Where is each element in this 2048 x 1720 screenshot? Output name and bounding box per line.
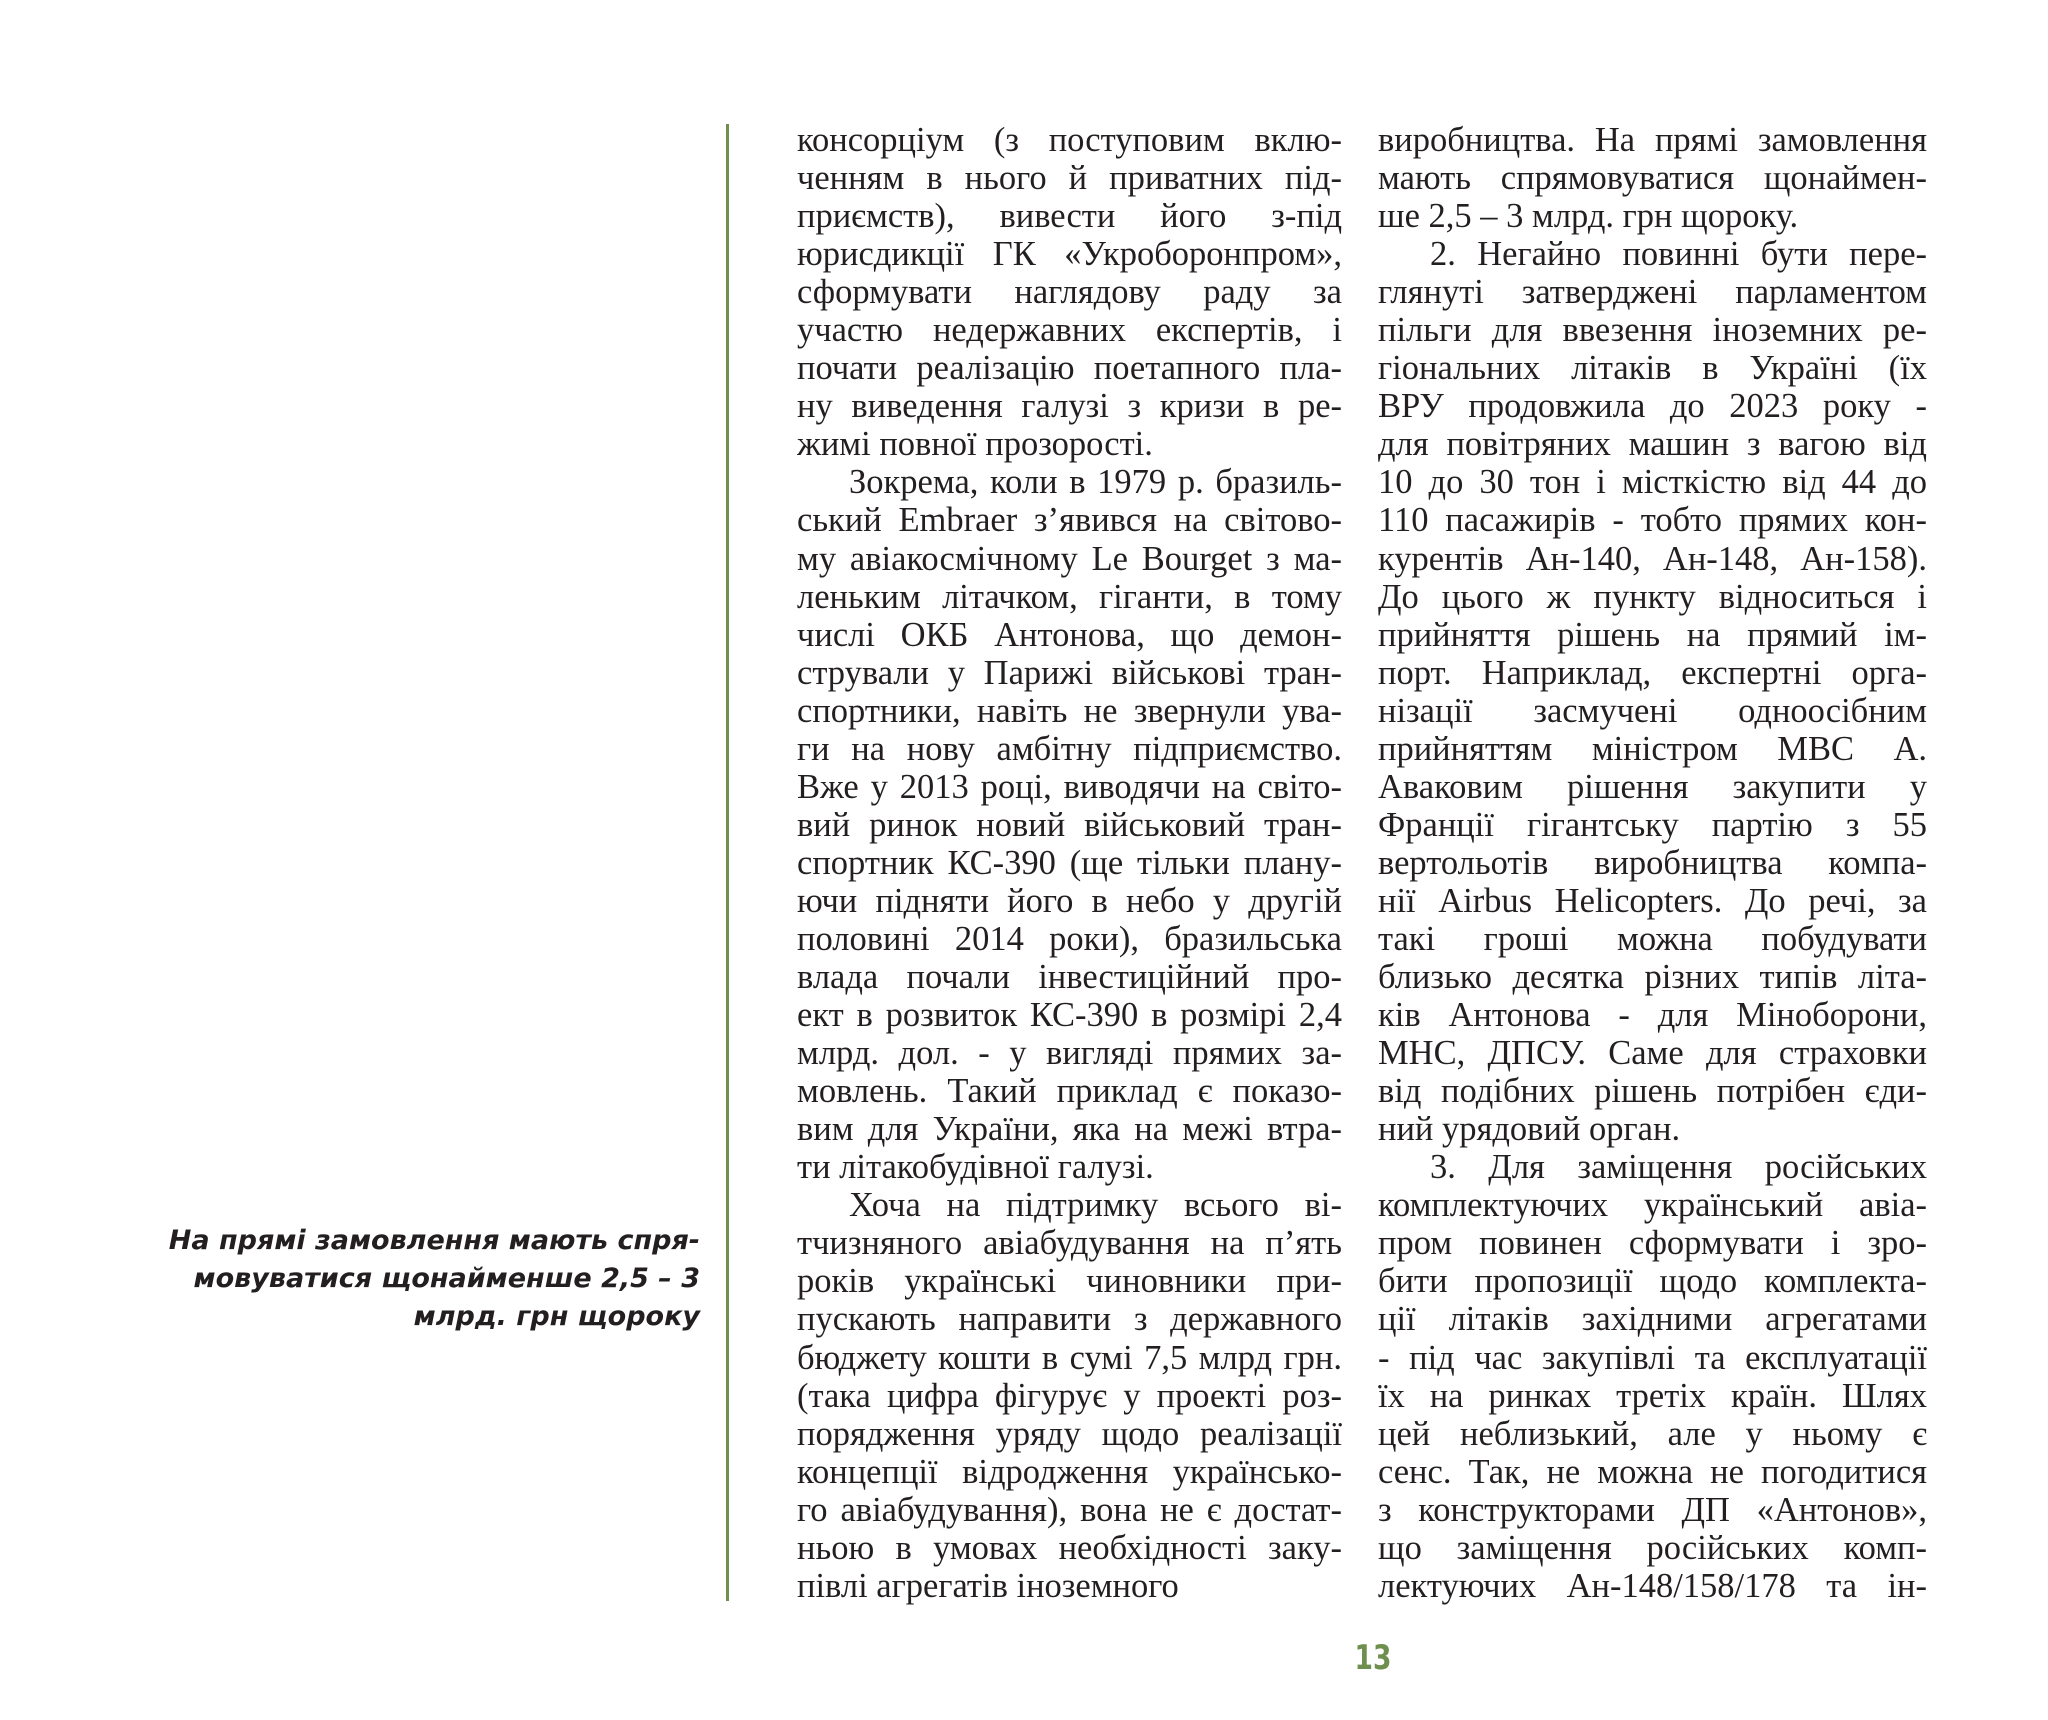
text-line: Вже у 2013 році, виводячи на світо- [797,767,1342,806]
text-column-1 [797,121,1342,1605]
text-line: приємств), вивести його з-під [797,197,1342,236]
text-line: що заміщення російських комп- [1378,1528,1927,1567]
text-line: му авіакосмічному Le Bourget з ма- [797,539,1342,578]
text-line: сформувати наглядову раду за [797,273,1342,312]
text-line: півлі агрегатів іноземного [797,1566,1179,1605]
page-number: 13 [1354,1638,1392,1678]
text-line: від подібних рішень потрібен єди- [1378,1072,1927,1111]
text-line: бюджету кошти в сумі 7,5 млрд грн. [797,1338,1342,1377]
text-line: прийняттям міністром МВС А. [1378,729,1927,768]
text-line: ну виведення галузі з кризи в ре- [797,387,1342,426]
text-line: мають спрямовуватися щонаймен- [1378,159,1927,198]
text-line: ків Антонова - для Міноборони, [1378,996,1927,1035]
text-line: 10 до 30 тон і місткістю від 44 до [1378,463,1927,502]
text-line: пром повинен сформувати і зро- [1378,1224,1927,1263]
text-line: ньою в умовах необхідності заку- [797,1528,1342,1567]
text-line: ський Embraer з’явився на світово- [797,501,1342,540]
text-line: 110 пасажирів - тобто прямих кон- [1378,501,1927,540]
text-line: ченням в нього й приватних під- [797,159,1342,198]
text-line: Хоча на підтримку всього ві- [849,1186,1342,1225]
text-line: глянуті затверджені парламентом [1378,273,1927,312]
text-line: ції літаків західними агрегатами [1378,1300,1927,1339]
text-line: 2. Негайно повинні бути пере- [1430,235,1927,274]
text-line: близько десятка різних типів літа- [1378,958,1927,997]
text-line: гіональних літаків в Україні (їх [1378,349,1927,388]
text-line: їх на ринках третіх країн. Шлях [1378,1376,1927,1415]
text-line: участю недержавних експертів, і [797,311,1342,350]
text-column-2 [1378,121,1927,1605]
text-line: го авіабудування), вона не є достат- [797,1490,1342,1529]
text-line: лектуючих Ан-148/158/178 та ін- [1378,1566,1927,1605]
text-line: ний урядовий орган. [1378,1110,1681,1149]
text-line: консорціум (з поступовим вклю- [797,121,1342,159]
text-line: спортник КС-390 (ще тільки плану- [797,843,1342,882]
text-line: влада почали інвестиційний про- [797,958,1342,997]
text-line: ВРУ продовжила до 2023 року - [1378,387,1927,426]
text-line: стрували у Парижі військові тран- [797,653,1342,692]
text-line: комплектуючих український авіа- [1378,1186,1927,1225]
text-line: половині 2014 роки), бразильська [797,919,1342,958]
text-line: До цього ж пункту відноситься і [1378,577,1927,616]
text-line: спортники, навіть не звернули ува- [797,691,1342,730]
text-line: ючи підняти його в небо у другій [797,881,1342,920]
text-line: вий ринок новий військовий тран- [797,805,1342,844]
text-line: Зокрема, коли в 1979 р. бразиль- [849,463,1342,502]
text-line: леньким літачком, гіганти, в тому [797,577,1342,616]
text-line: ти літакобудівної галузі. [797,1148,1154,1187]
text-line: порт. Наприклад, експертні орга- [1378,653,1927,692]
text-line: з конструкторами ДП «Антонов», [1378,1490,1927,1529]
text-line: бити пропозиції щодо комплекта- [1378,1262,1927,1301]
text-line: такі гроші можна побудувати [1378,919,1927,958]
text-line: Аваковим рішення закупити у [1378,767,1927,806]
text-line: пільги для ввезення іноземних ре- [1378,311,1927,350]
text-line: порядження уряду щодо реалізації [797,1414,1342,1453]
text-line: вертольотів виробництва компа- [1378,843,1927,882]
text-line: 3. Для заміщення російських [1430,1148,1927,1187]
text-line: числі ОКБ Антонова, що демон- [797,615,1342,654]
vertical-divider-rule [726,124,729,1601]
text-line: Франції гігантську партію з 55 [1378,805,1927,844]
pull-quote-line: На прямі замовлення мають спря- [168,1225,700,1256]
text-line: концепції відродження українсько- [797,1452,1342,1491]
text-line: ше 2,5 – 3 млрд. грн щороку. [1378,197,1799,236]
text-line: МНС, ДПСУ. Саме для страховки [1378,1034,1927,1073]
text-line: прийняття рішень на прямий ім- [1378,615,1927,654]
text-line: жимі повної прозорості. [797,425,1153,464]
text-line: ги на нову амбітну підприємство. [797,729,1342,768]
pull-quote [120,1222,700,1336]
text-line: сенс. Так, не можна не погодитися [1378,1452,1927,1491]
text-line: (така цифра фігурує у проекті роз- [797,1376,1342,1415]
text-line: виробництва. На прямі замовлення [1378,121,1927,159]
text-line: нії Airbus Helicopters. До речі, за [1378,881,1927,920]
text-line: млрд. дол. - у вигляді прямих за- [797,1034,1342,1073]
text-line: ект в розвиток КС-390 в розмірі 2,4 [797,996,1342,1035]
text-line: курентів Ан-140, Ан-148, Ан-158). [1378,539,1927,578]
text-line: цей неблизький, але у ньому є [1378,1414,1927,1453]
text-line: пускають направити з державного [797,1300,1342,1339]
text-line: тчизняного авіабудування на п’ять [797,1224,1342,1263]
text-line: мовлень. Такий приклад є показо- [797,1072,1342,1111]
text-line: років українські чиновники при- [797,1262,1342,1301]
text-line: почати реалізацію поетапного пла- [797,349,1342,388]
pull-quote-line: млрд. грн щороку [413,1301,700,1332]
text-line: нізації засмучені одноосібним [1378,691,1927,730]
text-line: юрисдикції ГК «Укроборонпром», [797,235,1342,274]
pull-quote-line: мовуватися щонайменше 2,5 – 3 [193,1263,700,1294]
text-line: - під час закупівлі та експлуатації [1378,1338,1927,1377]
text-line: для повітряних машин з вагою від [1378,425,1927,464]
text-line: вим для України, яка на межі втра- [797,1110,1342,1149]
